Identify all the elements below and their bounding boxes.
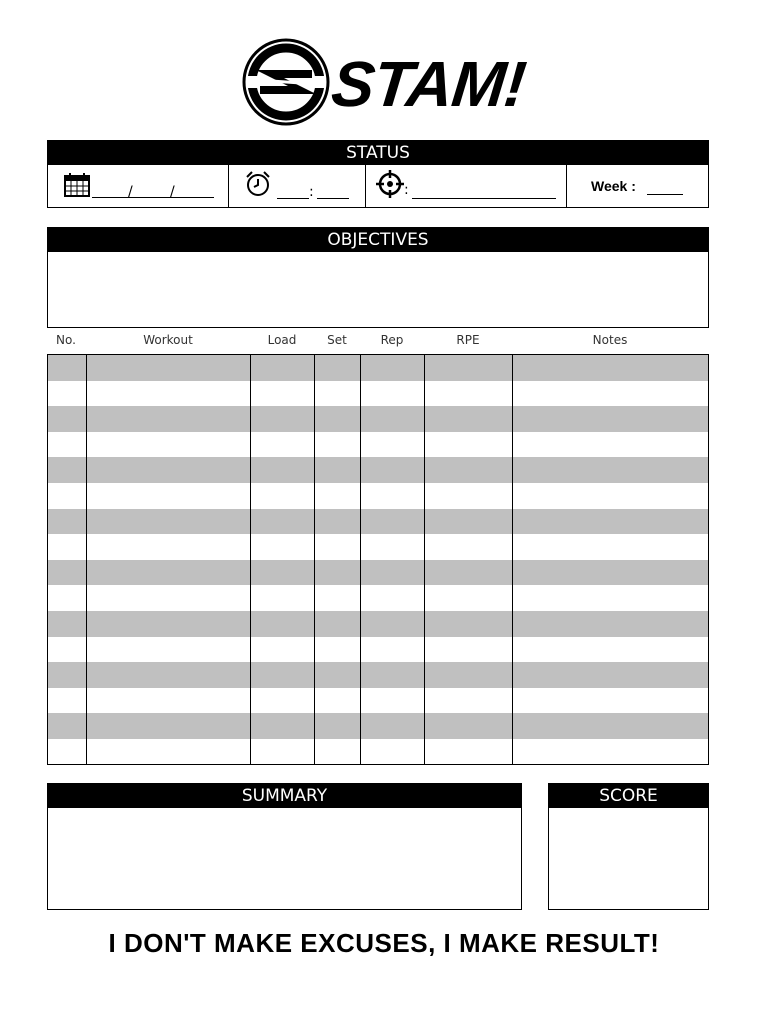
table-row[interactable] <box>48 432 708 458</box>
summary-title: SUMMARY <box>48 784 521 808</box>
brand-name: STAM! <box>328 48 529 120</box>
date-underline <box>92 197 214 198</box>
brand-logo <box>0 36 768 128</box>
time-separator: : <box>309 184 314 200</box>
workout-log-table <box>47 354 709 765</box>
target-underline <box>412 198 556 199</box>
score-title: SCORE <box>549 784 708 808</box>
summary-panel[interactable] <box>47 783 522 910</box>
table-row[interactable] <box>48 713 708 739</box>
week-underline <box>647 194 683 195</box>
week-label: Week : <box>591 178 636 194</box>
table-row[interactable] <box>48 509 708 535</box>
calendar-icon <box>64 173 90 197</box>
status-fields <box>48 165 708 207</box>
column-divider <box>250 355 251 764</box>
date-field[interactable] <box>48 165 229 207</box>
alarm-clock-icon <box>245 171 271 197</box>
table-row[interactable] <box>48 637 708 663</box>
column-divider <box>360 355 361 764</box>
week-field[interactable] <box>567 165 708 207</box>
table-row[interactable] <box>48 406 708 432</box>
table-row[interactable] <box>48 381 708 407</box>
column-divider <box>86 355 87 764</box>
date-separator: / <box>128 184 133 200</box>
table-row[interactable] <box>48 534 708 560</box>
log-table-headers <box>47 333 709 351</box>
table-row[interactable] <box>48 457 708 483</box>
table-row[interactable] <box>48 560 708 586</box>
motto-text: I DON'T MAKE EXCUSES, I MAKE RESULT! <box>108 928 660 958</box>
column-header-rep: Rep <box>380 333 404 347</box>
table-row[interactable] <box>48 585 708 611</box>
column-divider <box>424 355 425 764</box>
table-row[interactable] <box>48 688 708 714</box>
table-row[interactable] <box>48 483 708 509</box>
table-row[interactable] <box>48 355 708 381</box>
date-separator: / <box>170 184 175 200</box>
column-header-load: Load <box>267 333 297 347</box>
table-row[interactable] <box>48 739 708 765</box>
objectives-panel[interactable] <box>47 227 709 328</box>
status-panel <box>47 140 709 208</box>
hour-underline <box>277 198 309 199</box>
status-title: STATUS <box>48 141 708 165</box>
objectives-title: OBJECTIVES <box>48 228 708 252</box>
column-divider <box>314 355 315 764</box>
column-header-no: No. <box>56 333 76 347</box>
minute-underline <box>317 198 349 199</box>
column-divider <box>512 355 513 764</box>
target-field[interactable] <box>366 165 567 207</box>
column-header-notes: Notes <box>592 333 628 347</box>
crosshair-icon <box>376 170 404 198</box>
table-row[interactable] <box>48 611 708 637</box>
column-header-set: Set <box>327 333 347 347</box>
score-panel[interactable] <box>548 783 709 910</box>
column-header-workout: Workout <box>143 333 193 347</box>
column-header-rpe: RPE <box>456 333 480 347</box>
target-separator: : <box>404 182 409 198</box>
table-row[interactable] <box>48 662 708 688</box>
time-field[interactable] <box>229 165 366 207</box>
